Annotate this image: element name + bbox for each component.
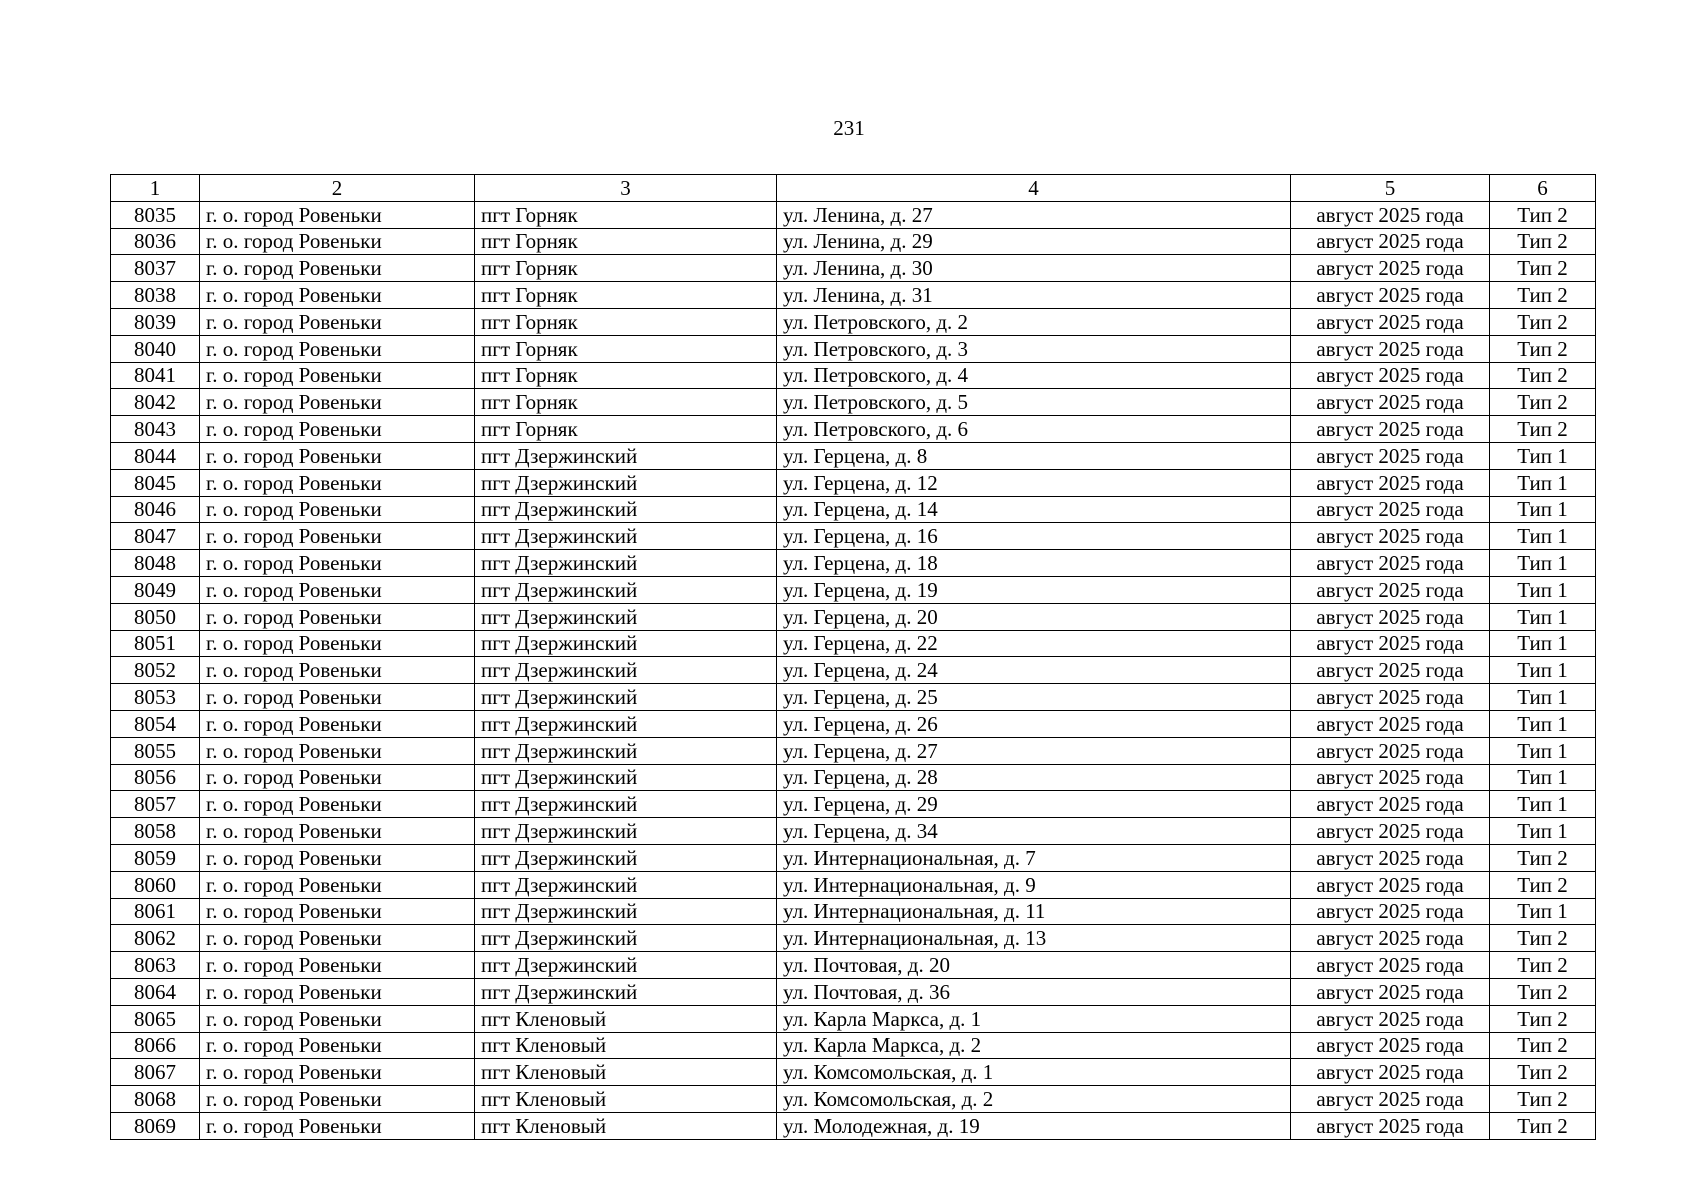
planned-date-cell: август 2025 года <box>1291 925 1490 952</box>
district-cell: г. о. город Ровеньки <box>200 389 475 416</box>
settlement-cell: пгт Дзержинский <box>475 710 777 737</box>
address-cell: ул. Петровского, д. 6 <box>777 416 1291 443</box>
address-cell: ул. Петровского, д. 2 <box>777 308 1291 335</box>
type-cell: Тип 1 <box>1490 550 1596 577</box>
row-number-cell: 8053 <box>111 684 200 711</box>
settlement-cell: пгт Горняк <box>475 389 777 416</box>
type-cell: Тип 2 <box>1490 228 1596 255</box>
settlement-cell: пгт Дзержинский <box>475 576 777 603</box>
district-cell: г. о. город Ровеньки <box>200 1112 475 1139</box>
settlement-cell: пгт Горняк <box>475 255 777 282</box>
row-number-cell: 8035 <box>111 201 200 228</box>
settlement-cell: пгт Дзержинский <box>475 764 777 791</box>
type-cell: Тип 1 <box>1490 737 1596 764</box>
column-header: 2 <box>200 175 475 202</box>
row-number-cell: 8068 <box>111 1086 200 1113</box>
row-number-cell: 8057 <box>111 791 200 818</box>
district-cell: г. о. город Ровеньки <box>200 576 475 603</box>
district-cell: г. о. город Ровеньки <box>200 898 475 925</box>
type-cell: Тип 2 <box>1490 1032 1596 1059</box>
district-cell: г. о. город Ровеньки <box>200 925 475 952</box>
address-cell: ул. Ленина, д. 30 <box>777 255 1291 282</box>
type-cell: Тип 2 <box>1490 978 1596 1005</box>
table-row <box>111 871 1596 898</box>
district-cell: г. о. город Ровеньки <box>200 201 475 228</box>
settlement-cell: пгт Дзержинский <box>475 684 777 711</box>
row-number-cell: 8040 <box>111 335 200 362</box>
planned-date-cell: август 2025 года <box>1291 737 1490 764</box>
settlement-cell: пгт Кленовый <box>475 1112 777 1139</box>
row-number-cell: 8054 <box>111 710 200 737</box>
address-cell: ул. Ленина, д. 29 <box>777 228 1291 255</box>
address-cell: ул. Интернациональная, д. 7 <box>777 844 1291 871</box>
row-number-cell: 8048 <box>111 550 200 577</box>
address-cell: ул. Петровского, д. 5 <box>777 389 1291 416</box>
planned-date-cell: август 2025 года <box>1291 710 1490 737</box>
row-number-cell: 8041 <box>111 362 200 389</box>
settlement-cell: пгт Дзержинский <box>475 925 777 952</box>
table-row <box>111 1059 1596 1086</box>
row-number-cell: 8064 <box>111 978 200 1005</box>
planned-date-cell: август 2025 года <box>1291 791 1490 818</box>
planned-date-cell: август 2025 года <box>1291 550 1490 577</box>
planned-date-cell: август 2025 года <box>1291 952 1490 979</box>
type-cell: Тип 1 <box>1490 442 1596 469</box>
settlement-cell: пгт Дзержинский <box>475 844 777 871</box>
planned-date-cell: август 2025 года <box>1291 603 1490 630</box>
row-number-cell: 8052 <box>111 657 200 684</box>
settlement-cell: пгт Дзержинский <box>475 657 777 684</box>
address-cell: ул. Почтовая, д. 36 <box>777 978 1291 1005</box>
address-cell: ул. Комсомольская, д. 2 <box>777 1086 1291 1113</box>
address-cell: ул. Петровского, д. 4 <box>777 362 1291 389</box>
settlement-cell: пгт Дзержинский <box>475 737 777 764</box>
address-cell: ул. Герцена, д. 16 <box>777 523 1291 550</box>
address-cell: ул. Комсомольская, д. 1 <box>777 1059 1291 1086</box>
type-cell: Тип 2 <box>1490 335 1596 362</box>
planned-date-cell: август 2025 года <box>1291 871 1490 898</box>
type-cell: Тип 2 <box>1490 389 1596 416</box>
settlement-cell: пгт Горняк <box>475 335 777 362</box>
type-cell: Тип 1 <box>1490 818 1596 845</box>
column-header: 4 <box>777 175 1291 202</box>
planned-date-cell: август 2025 года <box>1291 764 1490 791</box>
type-cell: Тип 2 <box>1490 1112 1596 1139</box>
settlement-cell: пгт Дзержинский <box>475 952 777 979</box>
settlement-cell: пгт Дзержинский <box>475 871 777 898</box>
address-cell: ул. Герцена, д. 18 <box>777 550 1291 577</box>
district-cell: г. о. город Ровеньки <box>200 255 475 282</box>
type-cell: Тип 1 <box>1490 603 1596 630</box>
address-cell: ул. Карла Маркса, д. 2 <box>777 1032 1291 1059</box>
address-cell: ул. Герцена, д. 19 <box>777 576 1291 603</box>
table-row <box>111 684 1596 711</box>
row-number-cell: 8039 <box>111 308 200 335</box>
type-cell: Тип 2 <box>1490 844 1596 871</box>
settlement-cell: пгт Кленовый <box>475 1032 777 1059</box>
type-cell: Тип 2 <box>1490 952 1596 979</box>
district-cell: г. о. город Ровеньки <box>200 1032 475 1059</box>
planned-date-cell: август 2025 года <box>1291 469 1490 496</box>
settlement-cell: пгт Горняк <box>475 362 777 389</box>
table-row <box>111 442 1596 469</box>
planned-date-cell: август 2025 года <box>1291 576 1490 603</box>
settlement-cell: пгт Дзержинский <box>475 469 777 496</box>
district-cell: г. о. город Ровеньки <box>200 818 475 845</box>
district-cell: г. о. город Ровеньки <box>200 550 475 577</box>
type-cell: Тип 2 <box>1490 1086 1596 1113</box>
address-cell: ул. Интернациональная, д. 9 <box>777 871 1291 898</box>
planned-date-cell: август 2025 года <box>1291 978 1490 1005</box>
planned-date-cell: август 2025 года <box>1291 201 1490 228</box>
planned-date-cell: август 2025 года <box>1291 1059 1490 1086</box>
table-row <box>111 1086 1596 1113</box>
planned-date-cell: август 2025 года <box>1291 1032 1490 1059</box>
district-cell: г. о. город Ровеньки <box>200 871 475 898</box>
table-row <box>111 978 1596 1005</box>
type-cell: Тип 1 <box>1490 791 1596 818</box>
table-row <box>111 362 1596 389</box>
planned-date-cell: август 2025 года <box>1291 844 1490 871</box>
settlement-cell: пгт Горняк <box>475 228 777 255</box>
type-cell: Тип 1 <box>1490 630 1596 657</box>
planned-date-cell: август 2025 года <box>1291 282 1490 309</box>
table-row <box>111 416 1596 443</box>
address-cell: ул. Герцена, д. 12 <box>777 469 1291 496</box>
type-cell: Тип 1 <box>1490 576 1596 603</box>
type-cell: Тип 2 <box>1490 362 1596 389</box>
district-cell: г. о. город Ровеньки <box>200 523 475 550</box>
table-row <box>111 282 1596 309</box>
address-cell: ул. Интернациональная, д. 13 <box>777 925 1291 952</box>
planned-date-cell: август 2025 года <box>1291 228 1490 255</box>
address-cell: ул. Герцена, д. 24 <box>777 657 1291 684</box>
address-cell: ул. Молодежная, д. 19 <box>777 1112 1291 1139</box>
row-number-cell: 8042 <box>111 389 200 416</box>
district-cell: г. о. город Ровеньки <box>200 335 475 362</box>
planned-date-cell: август 2025 года <box>1291 684 1490 711</box>
district-cell: г. о. город Ровеньки <box>200 362 475 389</box>
settlement-cell: пгт Дзержинский <box>475 898 777 925</box>
district-cell: г. о. город Ровеньки <box>200 228 475 255</box>
table-row <box>111 389 1596 416</box>
address-cell: ул. Ленина, д. 27 <box>777 201 1291 228</box>
district-cell: г. о. город Ровеньки <box>200 844 475 871</box>
column-header: 3 <box>475 175 777 202</box>
type-cell: Тип 1 <box>1490 710 1596 737</box>
row-number-cell: 8067 <box>111 1059 200 1086</box>
district-cell: г. о. город Ровеньки <box>200 1005 475 1032</box>
address-cell: ул. Герцена, д. 27 <box>777 737 1291 764</box>
row-number-cell: 8063 <box>111 952 200 979</box>
district-cell: г. о. город Ровеньки <box>200 442 475 469</box>
address-cell: ул. Герцена, д. 29 <box>777 791 1291 818</box>
address-cell: ул. Герцена, д. 25 <box>777 684 1291 711</box>
row-number-cell: 8038 <box>111 282 200 309</box>
address-cell: ул. Герцена, д. 20 <box>777 603 1291 630</box>
column-header: 6 <box>1490 175 1596 202</box>
table-body <box>111 175 1596 1140</box>
table-row <box>111 603 1596 630</box>
row-number-cell: 8044 <box>111 442 200 469</box>
settlement-cell: пгт Кленовый <box>475 1086 777 1113</box>
row-number-cell: 8047 <box>111 523 200 550</box>
planned-date-cell: август 2025 года <box>1291 442 1490 469</box>
district-cell: г. о. город Ровеньки <box>200 496 475 523</box>
planned-date-cell: август 2025 года <box>1291 1005 1490 1032</box>
type-cell: Тип 2 <box>1490 416 1596 443</box>
district-cell: г. о. город Ровеньки <box>200 978 475 1005</box>
address-cell: ул. Интернациональная, д. 11 <box>777 898 1291 925</box>
table-row <box>111 576 1596 603</box>
address-cell: ул. Ленина, д. 31 <box>777 282 1291 309</box>
row-number-cell: 8066 <box>111 1032 200 1059</box>
row-number-cell: 8036 <box>111 228 200 255</box>
row-number-cell: 8045 <box>111 469 200 496</box>
page-number: 231 <box>833 116 865 140</box>
row-number-cell: 8059 <box>111 844 200 871</box>
type-cell: Тип 2 <box>1490 871 1596 898</box>
settlement-cell: пгт Дзержинский <box>475 496 777 523</box>
row-number-cell: 8049 <box>111 576 200 603</box>
address-cell: ул. Петровского, д. 3 <box>777 335 1291 362</box>
type-cell: Тип 1 <box>1490 469 1596 496</box>
district-cell: г. о. город Ровеньки <box>200 657 475 684</box>
settlement-cell: пгт Кленовый <box>475 1059 777 1086</box>
housing-register-table <box>110 174 1596 1140</box>
table-row <box>111 308 1596 335</box>
address-cell: ул. Почтовая, д. 20 <box>777 952 1291 979</box>
type-cell: Тип 2 <box>1490 255 1596 282</box>
type-cell: Тип 1 <box>1490 657 1596 684</box>
planned-date-cell: август 2025 года <box>1291 335 1490 362</box>
type-cell: Тип 1 <box>1490 523 1596 550</box>
district-cell: г. о. город Ровеньки <box>200 282 475 309</box>
table-row <box>111 496 1596 523</box>
row-number-cell: 8037 <box>111 255 200 282</box>
table-row <box>111 201 1596 228</box>
row-number-cell: 8051 <box>111 630 200 657</box>
table-row <box>111 1032 1596 1059</box>
table-row <box>111 898 1596 925</box>
row-number-cell: 8060 <box>111 871 200 898</box>
row-number-cell: 8050 <box>111 603 200 630</box>
planned-date-cell: август 2025 года <box>1291 255 1490 282</box>
planned-date-cell: август 2025 года <box>1291 416 1490 443</box>
table-row <box>111 550 1596 577</box>
address-cell: ул. Герцена, д. 22 <box>777 630 1291 657</box>
district-cell: г. о. город Ровеньки <box>200 416 475 443</box>
district-cell: г. о. город Ровеньки <box>200 1086 475 1113</box>
planned-date-cell: август 2025 года <box>1291 389 1490 416</box>
type-cell: Тип 1 <box>1490 684 1596 711</box>
address-cell: ул. Герцена, д. 26 <box>777 710 1291 737</box>
table-row <box>111 1112 1596 1139</box>
row-number-cell: 8058 <box>111 818 200 845</box>
district-cell: г. о. город Ровеньки <box>200 630 475 657</box>
district-cell: г. о. город Ровеньки <box>200 603 475 630</box>
district-cell: г. о. город Ровеньки <box>200 1059 475 1086</box>
address-cell: ул. Герцена, д. 8 <box>777 442 1291 469</box>
table-row <box>111 710 1596 737</box>
district-cell: г. о. город Ровеньки <box>200 684 475 711</box>
type-cell: Тип 1 <box>1490 764 1596 791</box>
column-header: 5 <box>1291 175 1490 202</box>
settlement-cell: пгт Дзержинский <box>475 603 777 630</box>
planned-date-cell: август 2025 года <box>1291 818 1490 845</box>
planned-date-cell: август 2025 года <box>1291 1112 1490 1139</box>
type-cell: Тип 2 <box>1490 1059 1596 1086</box>
settlement-cell: пгт Дзержинский <box>475 791 777 818</box>
row-number-cell: 8062 <box>111 925 200 952</box>
settlement-cell: пгт Горняк <box>475 282 777 309</box>
planned-date-cell: август 2025 года <box>1291 362 1490 389</box>
type-cell: Тип 2 <box>1490 282 1596 309</box>
column-header: 1 <box>111 175 200 202</box>
table-row <box>111 335 1596 362</box>
settlement-cell: пгт Горняк <box>475 416 777 443</box>
type-cell: Тип 2 <box>1490 925 1596 952</box>
settlement-cell: пгт Дзержинский <box>475 523 777 550</box>
address-cell: ул. Герцена, д. 34 <box>777 818 1291 845</box>
row-number-cell: 8055 <box>111 737 200 764</box>
type-cell: Тип 2 <box>1490 1005 1596 1032</box>
row-number-cell: 8043 <box>111 416 200 443</box>
table-row <box>111 844 1596 871</box>
type-cell: Тип 1 <box>1490 496 1596 523</box>
planned-date-cell: август 2025 года <box>1291 657 1490 684</box>
settlement-cell: пгт Дзержинский <box>475 630 777 657</box>
row-number-cell: 8061 <box>111 898 200 925</box>
column-number-row <box>111 175 1596 202</box>
address-cell: ул. Карла Маркса, д. 1 <box>777 1005 1291 1032</box>
planned-date-cell: август 2025 года <box>1291 630 1490 657</box>
table-row <box>111 791 1596 818</box>
table-row <box>111 818 1596 845</box>
district-cell: г. о. город Ровеньки <box>200 764 475 791</box>
type-cell: Тип 1 <box>1490 898 1596 925</box>
table-row <box>111 630 1596 657</box>
district-cell: г. о. город Ровеньки <box>200 308 475 335</box>
table-row <box>111 255 1596 282</box>
address-cell: ул. Герцена, д. 28 <box>777 764 1291 791</box>
table-row <box>111 523 1596 550</box>
district-cell: г. о. город Ровеньки <box>200 737 475 764</box>
settlement-cell: пгт Дзержинский <box>475 550 777 577</box>
table-row <box>111 737 1596 764</box>
district-cell: г. о. город Ровеньки <box>200 469 475 496</box>
table-row <box>111 925 1596 952</box>
planned-date-cell: август 2025 года <box>1291 496 1490 523</box>
settlement-cell: пгт Горняк <box>475 308 777 335</box>
table-row <box>111 469 1596 496</box>
row-number-cell: 8065 <box>111 1005 200 1032</box>
table-row <box>111 657 1596 684</box>
type-cell: Тип 2 <box>1490 308 1596 335</box>
table-row <box>111 228 1596 255</box>
settlement-cell: пгт Дзержинский <box>475 442 777 469</box>
address-cell: ул. Герцена, д. 14 <box>777 496 1291 523</box>
planned-date-cell: август 2025 года <box>1291 1086 1490 1113</box>
table-row <box>111 1005 1596 1032</box>
district-cell: г. о. город Ровеньки <box>200 710 475 737</box>
row-number-cell: 8069 <box>111 1112 200 1139</box>
settlement-cell: пгт Дзержинский <box>475 978 777 1005</box>
planned-date-cell: август 2025 года <box>1291 523 1490 550</box>
settlement-cell: пгт Горняк <box>475 201 777 228</box>
district-cell: г. о. город Ровеньки <box>200 791 475 818</box>
settlement-cell: пгт Кленовый <box>475 1005 777 1032</box>
settlement-cell: пгт Дзержинский <box>475 818 777 845</box>
table-row <box>111 952 1596 979</box>
district-cell: г. о. город Ровеньки <box>200 952 475 979</box>
row-number-cell: 8046 <box>111 496 200 523</box>
table-row <box>111 764 1596 791</box>
planned-date-cell: август 2025 года <box>1291 308 1490 335</box>
row-number-cell: 8056 <box>111 764 200 791</box>
planned-date-cell: август 2025 года <box>1291 898 1490 925</box>
type-cell: Тип 2 <box>1490 201 1596 228</box>
